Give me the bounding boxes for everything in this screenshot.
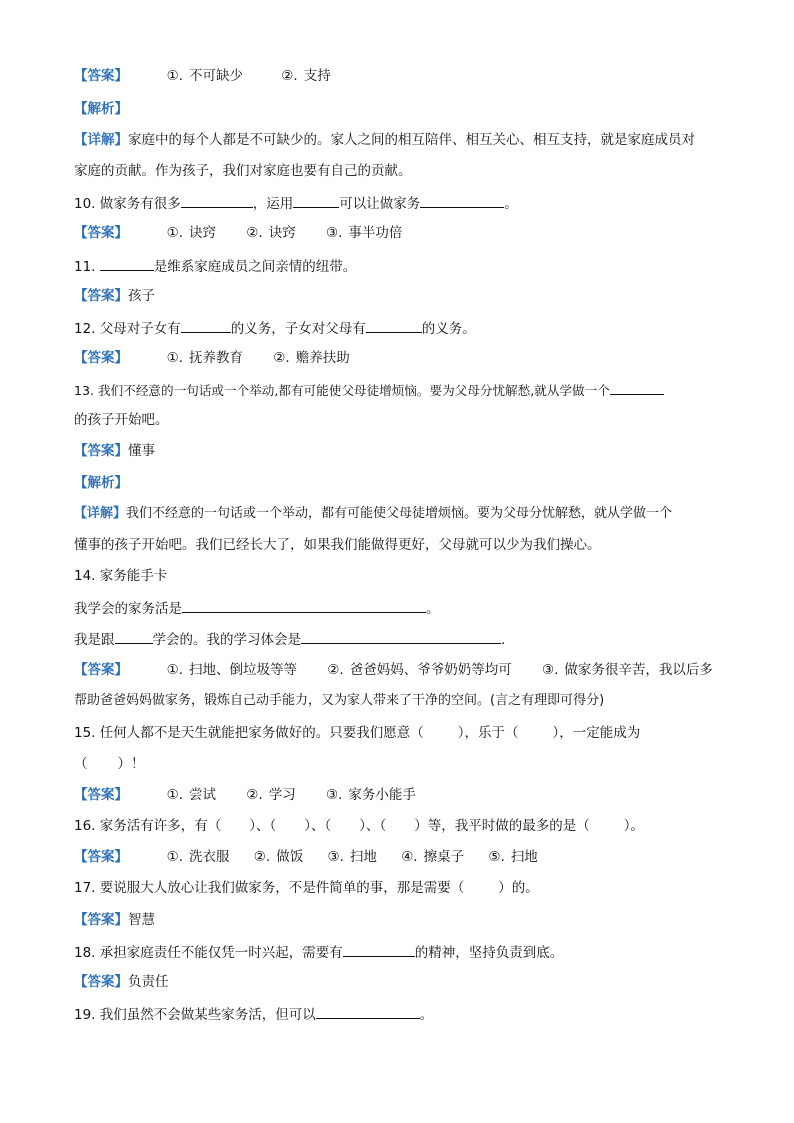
answer-tag: 【答案】 — [74, 662, 128, 678]
answer-tag: 【答案】 — [74, 68, 128, 84]
question-18: 18. 承担家庭责任不能仅凭一时兴起，需要有 的精神，坚持负责到底。 — [74, 942, 734, 962]
question-10: 10. 做家务有很多 ，运用 可以让做家务 。 — [74, 193, 734, 213]
answer-item: ①. 诀窍 — [166, 225, 216, 241]
q17-answer-row: 【答案】智慧 — [74, 912, 155, 928]
q9-detail: 【详解】家庭中的每个人都是不可缺少的。家人之间的相互陪伴、相互关心、相互支持，就是家庭成员对 — [74, 132, 695, 148]
answer-tag: 【答案】 — [74, 225, 128, 241]
answer-tag: 【答案】 — [74, 288, 128, 304]
question-11: 11. 是维系家庭成员之间亲情的纽带。 — [74, 256, 734, 276]
answer-item: ①. 洗衣服 — [166, 849, 230, 865]
q13-detail-cont: 懂事的孩子开始吧。我们已经长大了，如果我们能做得更好，父母就可以少为我们操心。 — [74, 537, 601, 553]
answer-tag: 【答案】 — [74, 443, 128, 459]
answer-tag: 【答案】 — [74, 974, 128, 990]
question-15: 15. 任何人都不是天生就能把家务做好的。只要我们愿意（ ），乐于（ ），一定能成为 — [74, 725, 641, 741]
answer-item: ①. 尝试 — [166, 787, 216, 803]
answer-tag: 【答案】 — [74, 787, 128, 803]
answer-item: ①. 抚养教育 — [166, 350, 243, 366]
answer-tag: 【答案】 — [74, 912, 128, 928]
answer-item: ④. 擦桌子 — [401, 849, 465, 865]
q12-answer-row — [74, 349, 734, 367]
question-14-line2: 我是跟 学会的。我的学习体会是 . — [74, 629, 734, 649]
question-16: 16. 家务活有许多，有（ ）、（ ）、（ ）、（ ）等，我平时做的最多的是（ ）。 — [74, 818, 645, 834]
q14-answer-cont: 帮助爸爸妈妈做家务，锻炼自己动手能力，又为家人带来了干净的空间。(言之有理即可得分) — [74, 693, 605, 708]
answer-item: ①. 不可缺少 — [166, 68, 243, 84]
answer-item: ①. 扫地、倒垃圾等等 — [166, 662, 297, 678]
answer-item: ③. 家务小能手 — [326, 787, 416, 803]
q15-answer-row — [74, 786, 734, 804]
answer-item: ③. 事半功倍 — [326, 225, 403, 241]
answer-item: ②. 诀窍 — [246, 225, 296, 241]
answer-item: ⑤. 扫地 — [488, 849, 538, 865]
question-14-title: 14. 家务能手卡 — [74, 568, 168, 584]
question-13-cont: 的孩子开始吧。 — [74, 412, 169, 428]
question-14-line1: 我学会的家务活是 。 — [74, 598, 734, 618]
q16-answer-row — [74, 848, 734, 866]
analysis-tag: 【解析】 — [74, 101, 128, 117]
q13-detail: 【详解】我们不经意的一句话或一个举动，都有可能使父母徒增烦恼。要为父母分忧解愁，就从学做一个 — [74, 506, 673, 521]
q13-answer-row: 【答案】懂事 — [74, 443, 155, 459]
answer-item: ③. 扫地 — [327, 849, 377, 865]
question-15-cont: （ ）！ — [74, 756, 145, 772]
question-13: 13. 我们不经意的一句话或一个举动,都有可能使父母徒增烦恼。要为父母分忧解愁,就从学做一个 — [74, 380, 734, 400]
answer-item: ③. 做家务很辛苦，我以后多 — [542, 662, 713, 678]
answer-item: ②. 学习 — [246, 787, 296, 803]
answer-tag: 【答案】 — [74, 849, 128, 865]
q9-answer-row — [74, 67, 734, 85]
question-19: 19. 我们虽然不会做某些家务活，但可以 。 — [74, 1004, 734, 1024]
answer-item: ②. 支持 — [281, 68, 331, 84]
answer-item: ②. 爸爸妈妈、爷爷奶奶等均可 — [327, 662, 512, 678]
answer-tag: 【答案】 — [74, 350, 128, 366]
q11-answer-row: 【答案】孩子 — [74, 288, 155, 304]
question-17: 17. 要说服大人放心让我们做家务，不是件简单的事，那是需要（ ）的。 — [74, 880, 539, 896]
question-12: 12. 父母对子女有 的义务，子女对父母有 的义务。 — [74, 318, 734, 338]
answer-item: ②. 赡养扶助 — [273, 350, 350, 366]
q10-answer-row — [74, 224, 734, 242]
q18-answer-row: 【答案】负责任 — [74, 974, 169, 990]
q9-detail-cont: 家庭的贡献。作为孩子，我们对家庭也要有自己的贡献。 — [74, 163, 412, 179]
q14-answer-row — [74, 661, 734, 679]
answer-item: ②. 做饭 — [253, 849, 304, 865]
analysis-tag: 【解析】 — [74, 475, 128, 491]
